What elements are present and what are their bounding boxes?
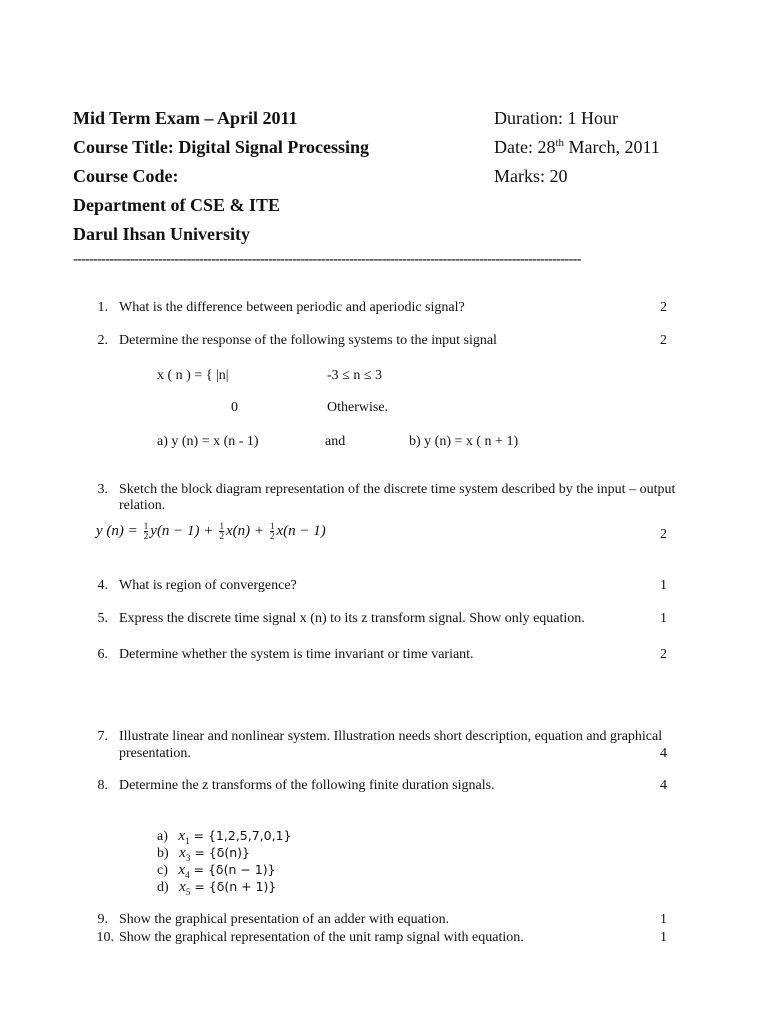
q2-and: and	[325, 434, 346, 449]
q2-signal-condition: -3 ≤ n ≤ 3	[327, 368, 383, 383]
q4-text: What is region of convergence?	[119, 578, 297, 593]
course-title: Course Title: Digital Signal Processing	[73, 137, 370, 157]
q9-text: Show the graphical presentation of an adder with equation.	[119, 912, 450, 927]
q3-equation: y (n) = $\frac{1}{2}$ y(n − 1) + $\frac{1}{2}$ x(n) + $\frac{1}{2}$ x(n − 1)	[96, 521, 326, 541]
fraction-half: $\frac{1}{2}$	[143, 521, 149, 541]
fraction-half: $\frac{1}{2}$	[269, 521, 275, 541]
q6-text: Determine whether the system is time invariant or time variant.	[119, 647, 474, 662]
exam-title: Mid Term Exam – April 2011	[73, 108, 298, 128]
university: Darul Ihsan University	[73, 224, 251, 244]
q2-signal-otherwise: Otherwise.	[327, 400, 389, 415]
q9-number: 9.	[97, 912, 108, 927]
q5-marks: 1	[660, 611, 667, 626]
q2-marks: 2	[660, 333, 667, 348]
q3-text-line2: relation.	[119, 498, 166, 513]
q2-signal-lhs: x ( n ) = { |n|	[157, 368, 229, 383]
q2-number: 2.	[97, 333, 108, 348]
total-marks: Marks: 20	[494, 166, 568, 186]
q7-text-line1: Illustrate linear and nonlinear system. Illustration needs short description, equation and graphical	[119, 729, 663, 744]
q5-text: Express the discrete time signal x (n) to its z transform signal. Show only equation.	[119, 611, 585, 626]
fraction-half: $\frac{1}{2}$	[219, 521, 224, 541]
department: Department of CSE & ITE	[73, 195, 280, 215]
q6-marks: 2	[660, 647, 667, 662]
q8-item-a: a) $x_1 = \{1,2,5,7,0,1\}$	[157, 828, 292, 846]
q10-number: 10.	[96, 930, 114, 945]
q2-part-a: a) y (n) = x (n - 1)	[157, 434, 259, 449]
q8-item-c: c) $x_4 = \{\delta(n - 1)\}$	[157, 862, 276, 880]
q2-part-b: b) y (n) = x ( n + 1)	[409, 434, 519, 449]
q6-number: 6.	[97, 647, 108, 662]
q10-text: Show the graphical representation of the unit ramp signal with equation.	[119, 930, 524, 945]
q5-number: 5.	[97, 611, 108, 626]
q3-marks: 2	[660, 527, 667, 542]
q10-marks: 1	[660, 930, 667, 945]
separator-line: -----------------------------------------------------------------------------------------------------------------------------	[73, 252, 581, 267]
q8-marks: 4	[660, 778, 667, 793]
q8-item-d: d) $x_5 = \{\delta(n + 1)\}$	[157, 879, 277, 897]
q7-text-line2: presentation.	[119, 746, 191, 761]
q8-number: 8.	[97, 778, 108, 793]
q8-text: Determine the z transforms of the following finite duration signals.	[119, 778, 495, 793]
q7-marks: 4	[660, 746, 667, 761]
q9-marks: 1	[660, 912, 667, 927]
q1-marks: 2	[660, 300, 667, 315]
q2-signal-zero: 0	[231, 400, 238, 415]
q3-text-line1: Sketch the block diagram representation of the discrete time system described by the input – output	[119, 482, 676, 497]
course-code: Course Code:	[73, 166, 179, 186]
exam-date: Date: 28th March, 2011	[494, 137, 660, 157]
q7-number: 7.	[97, 729, 108, 744]
q3-number: 3.	[97, 482, 108, 497]
q4-number: 4.	[97, 578, 108, 593]
q2-text: Determine the response of the following systems to the input signal	[119, 333, 497, 348]
q4-marks: 1	[660, 578, 667, 593]
q1-number: 1.	[97, 300, 108, 315]
q1-text: What is the difference between periodic and aperiodic signal?	[119, 300, 465, 315]
q8-item-b: b) $x_3 = \{\delta(n)\}$	[157, 845, 250, 863]
duration: Duration: 1 Hour	[494, 108, 618, 128]
